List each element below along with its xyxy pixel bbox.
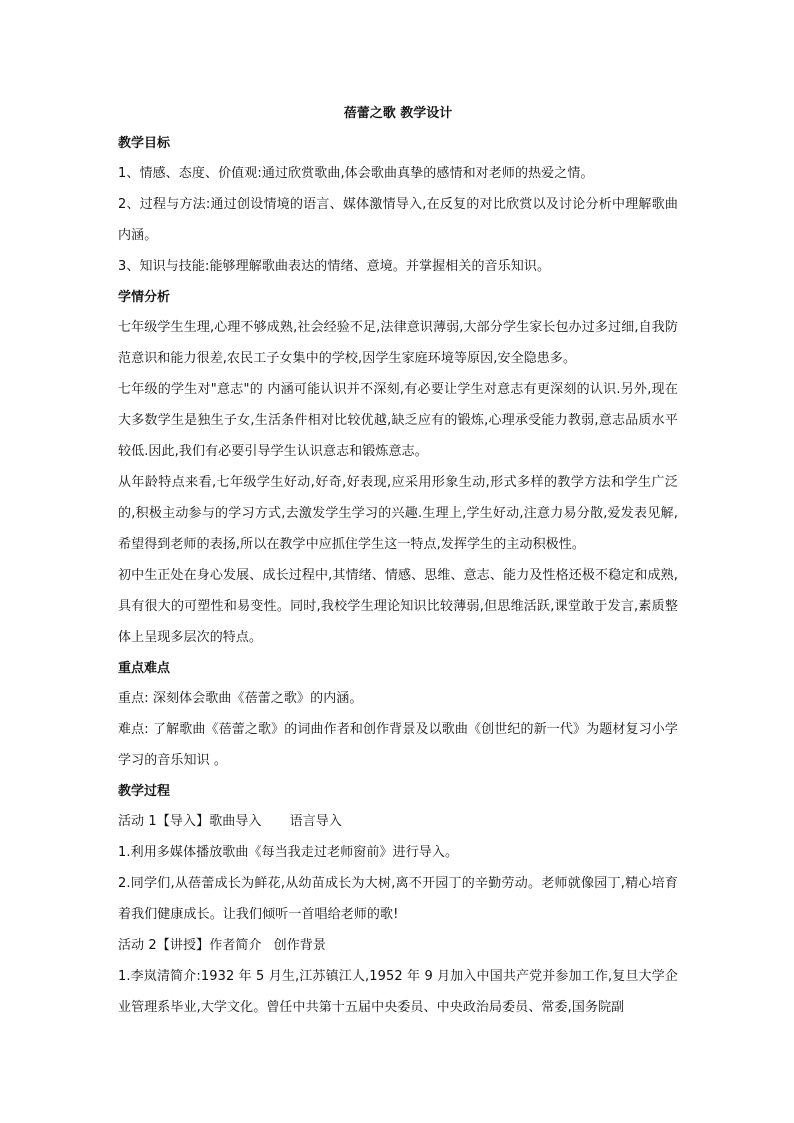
analysis-paragraph: 七年级的学生对"意志"的 内涵可能认识并不深刻,有必要让学生对意志有更深刻的认识.另外,现在大多数学生是独生子女,生活条件相对比较优越,缺乏应有的锻炼,心理承受能力教弱,意志品质水平较低.因此,我们有必要引导学生认识意志和锻炼意志。 bbox=[118, 382, 678, 459]
section-heading-analysis: 学情分析 bbox=[118, 290, 171, 305]
document-title: 蓓蕾之歌 教学设计 bbox=[343, 106, 453, 121]
activity-2-item: 1.李岚清简介:1932 年 5 月生,江苏镇江人,1952 年 9 月加入中国共产党并参加工作,复旦大学企业管理系毕业,大学文化。曾任中共第十五届中央委员、中央政治局委员、常委,国务院副 bbox=[118, 969, 678, 1015]
difficulty-point: 难点: 了解歌曲《蓓蕾之歌》的词曲作者和创作背景及以歌曲《创世纪的新一代》为题材复习小学学习的音乐知识 。 bbox=[118, 722, 678, 768]
section-heading-goals: 教学目标 bbox=[118, 136, 171, 151]
activity-1-line bbox=[118, 806, 678, 837]
activity-2-label: 活动 2【讲授】作者简介 bbox=[118, 938, 262, 953]
focus-point: 重点: 深刻体会歌曲《蓓蕾之歌》的内涵。 bbox=[118, 691, 363, 706]
section-heading-process: 教学过程 bbox=[118, 784, 171, 799]
analysis-paragraph: 初中生正处在身心发展、成长过程中,其情绪、情感、思维、意志、能力及性格还极不稳定和成熟,具有很大的可塑性和易变性。同时,我校学生理论知识比较薄弱,但思维活跃,课堂敢于发言,素质整体上呈现多层次的特点。 bbox=[118, 568, 678, 645]
goal-item: 2、过程与方法:通过创设情境的语言、媒体激情导入,在反复的对比欣赏以及讨论分析中理解歌曲内涵。 bbox=[118, 197, 678, 243]
goal-item: 1、情感、态度、价值观:通过欣赏歌曲,体会歌曲真挚的感情和对老师的热爱之情。 bbox=[118, 166, 594, 181]
activity-1-item: 2.同学们,从蓓蕾成长为鲜花,从幼苗成长为大树,离不开园丁的辛勤劳动。老师就像园丁,精心培育着我们健康成长。让我们倾听一首唱给老师的歌! bbox=[118, 876, 678, 922]
analysis-paragraph: 七年级学生生理,心理不够成熟,社会经验不足,法律意识薄弱,大部分学生家长包办过多过细,自我防范意识和能力很差,农民工子女集中的学校,因学生家庭环境等原因,安全隐患多。 bbox=[118, 320, 678, 366]
analysis-paragraph: 从年龄特点来看,七年级学生好动,好奇,好表现,应采用形象生动,形式多样的教学方法和学生广泛的,积极主动参与的学习方式,去激发学生学习的兴趣.生理上,学生好动,注意力易分散,爱发表见解,希望得到老师的表扬,所以在教学中应抓住学生这一特点,发挥学生的主动积极性。 bbox=[118, 475, 678, 552]
document-page bbox=[118, 100, 678, 1023]
activity-2-line bbox=[118, 930, 678, 961]
goal-item: 3、知识与技能:能够理解歌曲表达的情绪、意境。并掌握相关的音乐知识。 bbox=[118, 259, 551, 274]
activity-1-extra: 语言导入 bbox=[289, 814, 343, 829]
activity-1-item: 1.利用多媒体播放歌曲《每当我走过老师窗前》进行导入。 bbox=[118, 845, 459, 860]
activity-2-extra: 创作背景 bbox=[273, 938, 327, 953]
activity-1-label: 活动 1【导入】歌曲导入 bbox=[118, 814, 262, 829]
section-heading-keypoints: 重点难点 bbox=[118, 661, 171, 676]
